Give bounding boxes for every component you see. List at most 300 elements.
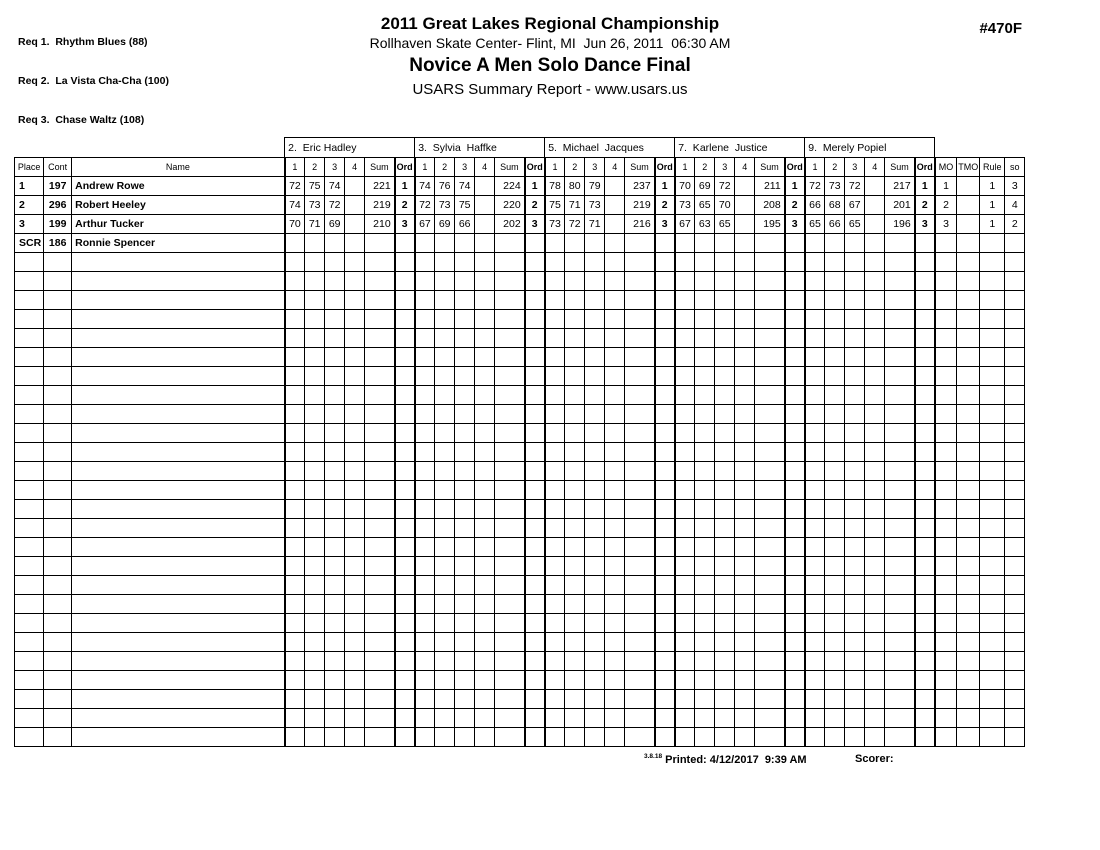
cont-cell: [44, 462, 72, 481]
score-cell: [545, 709, 565, 728]
score-cell: [345, 538, 365, 557]
score-cell: [585, 291, 605, 310]
ord-cell: [915, 709, 935, 728]
score-cell: [735, 310, 755, 329]
sum-cell: [365, 709, 395, 728]
ord-cell: [655, 671, 675, 690]
score-cell: [715, 709, 735, 728]
empty-row: [15, 709, 1025, 728]
result-row: [15, 234, 1025, 253]
score-cell: [305, 367, 325, 386]
sum-cell: [755, 576, 785, 595]
empty-row: [15, 253, 1025, 272]
mo-cell: [935, 595, 957, 614]
score-cell: [675, 443, 695, 462]
mo-cell: [935, 272, 957, 291]
score-cell: [585, 709, 605, 728]
sum-cell: [495, 424, 525, 443]
score-cell: [545, 576, 565, 595]
cont-cell: [44, 481, 72, 500]
ord-cell: [785, 614, 805, 633]
name-cell: [72, 595, 285, 614]
score-cell: [825, 538, 845, 557]
score-cell: 72: [325, 196, 345, 215]
score-cell: [345, 519, 365, 538]
sum-cell: [625, 424, 655, 443]
name-cell: [72, 348, 285, 367]
score-cell: [805, 348, 825, 367]
so-cell: [1005, 595, 1025, 614]
result-row: [15, 196, 1025, 215]
so-cell: [1005, 348, 1025, 367]
ord-cell: [525, 652, 545, 671]
ord-cell: [655, 443, 675, 462]
score-cell: [735, 367, 755, 386]
sum-cell: 210: [365, 215, 395, 234]
score-cell: [845, 614, 865, 633]
ord-cell: [525, 291, 545, 310]
score-cell: [585, 234, 605, 253]
score-cell: [415, 310, 435, 329]
col-header-1: 1: [415, 158, 435, 177]
rule-cell: [980, 253, 1005, 272]
cont-cell: 197: [44, 177, 72, 196]
score-cell: [605, 576, 625, 595]
cont-cell: [44, 291, 72, 310]
cont-cell: [44, 443, 72, 462]
sum-cell: [755, 405, 785, 424]
name-cell: [72, 690, 285, 709]
col-header-ord: Ord: [525, 158, 545, 177]
ord-cell: [525, 462, 545, 481]
score-cell: [565, 576, 585, 595]
sum-cell: [365, 595, 395, 614]
score-cell: [545, 690, 565, 709]
ord-cell: [395, 690, 415, 709]
score-cell: 69: [325, 215, 345, 234]
score-cell: 66: [455, 215, 475, 234]
score-cell: [675, 614, 695, 633]
score-cell: [475, 348, 495, 367]
tmo-cell: [957, 709, 980, 728]
ord-cell: [915, 519, 935, 538]
score-cell: 79: [585, 177, 605, 196]
score-cell: [715, 595, 735, 614]
sum-cell: [365, 291, 395, 310]
score-cell: [735, 177, 755, 196]
ord-cell: [395, 348, 415, 367]
rule-cell: [980, 310, 1005, 329]
ord-cell: [525, 234, 545, 253]
ord-cell: [785, 519, 805, 538]
score-cell: [695, 614, 715, 633]
ord-cell: [785, 576, 805, 595]
sum-cell: [625, 595, 655, 614]
ord-cell: [655, 424, 675, 443]
score-cell: [545, 481, 565, 500]
sum-cell: 220: [495, 196, 525, 215]
ord-cell: [785, 443, 805, 462]
score-cell: [565, 652, 585, 671]
name-cell: [72, 728, 285, 747]
sum-cell: [885, 728, 915, 747]
place-cell: [15, 538, 44, 557]
score-cell: [675, 690, 695, 709]
col-header-4: 4: [865, 158, 885, 177]
score-cell: [455, 671, 475, 690]
score-cell: [585, 462, 605, 481]
score-cell: [585, 310, 605, 329]
mo-cell: [935, 348, 957, 367]
score-cell: [325, 234, 345, 253]
sum-cell: [755, 367, 785, 386]
score-cell: [455, 462, 475, 481]
score-cell: [695, 253, 715, 272]
empty-row: [15, 576, 1025, 595]
ord-cell: 2: [655, 196, 675, 215]
cont-cell: [44, 652, 72, 671]
sum-cell: [885, 576, 915, 595]
sum-cell: [755, 443, 785, 462]
ord-cell: 1: [655, 177, 675, 196]
score-cell: 70: [715, 196, 735, 215]
sum-cell: [755, 348, 785, 367]
score-cell: [325, 310, 345, 329]
sum-cell: 208: [755, 196, 785, 215]
sum-cell: [885, 519, 915, 538]
name-cell: [72, 291, 285, 310]
score-cell: [695, 272, 715, 291]
col-header-sum: Sum: [625, 158, 655, 177]
sum-cell: [365, 557, 395, 576]
empty-row: [15, 310, 1025, 329]
empty-row: [15, 633, 1025, 652]
mo-cell: [935, 519, 957, 538]
cont-cell: 199: [44, 215, 72, 234]
score-cell: [415, 443, 435, 462]
sum-cell: [495, 709, 525, 728]
score-cell: [735, 728, 755, 747]
col-header-place: Place: [15, 158, 44, 177]
col-header-4: 4: [345, 158, 365, 177]
score-cell: [605, 253, 625, 272]
column-header-row: [15, 158, 1025, 177]
score-cell: [565, 272, 585, 291]
cont-cell: [44, 405, 72, 424]
score-cell: 67: [675, 215, 695, 234]
score-cell: [675, 386, 695, 405]
ord-cell: [785, 709, 805, 728]
score-cell: [605, 196, 625, 215]
mo-cell: [935, 253, 957, 272]
score-cell: [735, 196, 755, 215]
score-cell: [715, 652, 735, 671]
score-cell: [305, 690, 325, 709]
so-cell: 4: [1005, 196, 1025, 215]
mo-cell: [935, 557, 957, 576]
score-cell: [805, 671, 825, 690]
score-cell: [845, 633, 865, 652]
score-cell: [825, 291, 845, 310]
sum-cell: [755, 462, 785, 481]
score-cell: [695, 728, 715, 747]
ord-cell: 3: [395, 215, 415, 234]
score-cell: [415, 367, 435, 386]
report-footer: [0, 753, 1100, 769]
ord-cell: [525, 709, 545, 728]
score-cell: [695, 633, 715, 652]
ord-cell: [525, 367, 545, 386]
score-cell: 76: [435, 177, 455, 196]
score-cell: [325, 386, 345, 405]
score-cell: [435, 519, 455, 538]
score-cell: [345, 234, 365, 253]
ord-cell: 3: [915, 215, 935, 234]
ord-cell: [915, 728, 935, 747]
score-cell: [565, 519, 585, 538]
score-cell: [545, 234, 565, 253]
sum-cell: [625, 291, 655, 310]
place-cell: [15, 424, 44, 443]
judge-row-spacer-left: [15, 138, 285, 158]
score-cell: [605, 310, 625, 329]
requirement-2: Req 2. La Vista Cha-Cha (100): [18, 75, 169, 87]
empty-row: [15, 519, 1025, 538]
score-cell: [735, 443, 755, 462]
mo-cell: [935, 481, 957, 500]
sum-cell: [885, 405, 915, 424]
score-cell: [865, 291, 885, 310]
score-cell: [825, 709, 845, 728]
score-cell: [325, 405, 345, 424]
event-number: #470F: [979, 20, 1022, 37]
score-cell: [585, 481, 605, 500]
score-cell: [605, 443, 625, 462]
score-cell: [865, 462, 885, 481]
sum-cell: [885, 462, 915, 481]
sum-cell: [885, 481, 915, 500]
score-cell: [865, 709, 885, 728]
ord-cell: [785, 329, 805, 348]
score-cell: [545, 538, 565, 557]
score-cell: [345, 595, 365, 614]
score-cell: [345, 557, 365, 576]
score-cell: [285, 481, 305, 500]
tmo-cell: [957, 196, 980, 215]
score-cell: [415, 234, 435, 253]
score-cell: [805, 443, 825, 462]
ord-cell: [525, 728, 545, 747]
score-cell: [475, 196, 495, 215]
score-cell: [435, 367, 455, 386]
score-cell: [475, 614, 495, 633]
sum-cell: [755, 709, 785, 728]
score-cell: [435, 538, 455, 557]
score-cell: [305, 595, 325, 614]
ord-cell: [395, 576, 415, 595]
score-cell: [735, 462, 755, 481]
sum-cell: [755, 519, 785, 538]
score-cell: [305, 633, 325, 652]
score-cell: [865, 576, 885, 595]
score-cell: [805, 709, 825, 728]
printed-value: 4/12/2017 9:39 AM: [709, 754, 807, 766]
sum-cell: [755, 291, 785, 310]
col-header-so: so: [1005, 158, 1025, 177]
score-cell: 74: [455, 177, 475, 196]
score-cell: [285, 728, 305, 747]
place-cell: [15, 348, 44, 367]
score-cell: [305, 519, 325, 538]
score-cell: [735, 500, 755, 519]
cont-cell: [44, 329, 72, 348]
judge-name-2: 3. Sylvia Haffke: [415, 138, 545, 158]
ord-cell: [655, 614, 675, 633]
championship-title: 2011 Great Lakes Regional Championship: [380, 14, 720, 33]
score-cell: [845, 709, 865, 728]
so-cell: 3: [1005, 177, 1025, 196]
score-cell: [675, 519, 695, 538]
score-cell: [475, 310, 495, 329]
sum-cell: [495, 291, 525, 310]
score-cell: [415, 481, 435, 500]
score-cell: [565, 595, 585, 614]
score-cell: [585, 614, 605, 633]
sum-cell: [755, 481, 785, 500]
ord-cell: [785, 253, 805, 272]
mo-cell: [935, 329, 957, 348]
name-cell: [72, 253, 285, 272]
score-cell: [605, 424, 625, 443]
score-cell: [475, 462, 495, 481]
ord-cell: [395, 633, 415, 652]
col-header-tmo: TMO: [957, 158, 980, 177]
empty-row: [15, 405, 1025, 424]
score-cell: [475, 177, 495, 196]
score-cell: [545, 424, 565, 443]
sum-cell: [495, 576, 525, 595]
score-cell: [545, 557, 565, 576]
score-cell: [865, 481, 885, 500]
ord-cell: [525, 253, 545, 272]
cont-cell: [44, 367, 72, 386]
rule-cell: [980, 614, 1005, 633]
ord-cell: [915, 576, 935, 595]
score-cell: [825, 671, 845, 690]
so-cell: [1005, 728, 1025, 747]
score-cell: [435, 728, 455, 747]
score-cell: [825, 272, 845, 291]
score-cell: [285, 291, 305, 310]
score-cell: [545, 348, 565, 367]
name-cell: [72, 633, 285, 652]
name-cell: [72, 405, 285, 424]
score-cell: [345, 652, 365, 671]
col-header-sum: Sum: [495, 158, 525, 177]
score-cell: [695, 500, 715, 519]
place-cell: [15, 500, 44, 519]
score-cell: [345, 291, 365, 310]
score-cell: [825, 405, 845, 424]
sum-cell: [885, 367, 915, 386]
score-cell: [825, 481, 845, 500]
mo-cell: 2: [935, 196, 957, 215]
ord-cell: [395, 291, 415, 310]
score-cell: [545, 462, 565, 481]
sum-cell: [365, 329, 395, 348]
score-cell: [675, 652, 695, 671]
score-cell: [345, 405, 365, 424]
col-header-name: Name: [72, 158, 285, 177]
score-cell: [845, 728, 865, 747]
score-cell: [415, 291, 435, 310]
col-header-3: 3: [585, 158, 605, 177]
sum-cell: [885, 652, 915, 671]
score-cell: [605, 367, 625, 386]
score-cell: [345, 481, 365, 500]
score-cell: [455, 234, 475, 253]
score-cell: [545, 310, 565, 329]
score-cell: [675, 367, 695, 386]
col-header-ord: Ord: [915, 158, 935, 177]
score-cell: [325, 614, 345, 633]
col-header-sum: Sum: [755, 158, 785, 177]
tmo-cell: [957, 595, 980, 614]
score-cell: [605, 709, 625, 728]
score-cell: [695, 424, 715, 443]
sum-cell: [495, 462, 525, 481]
score-cell: 74: [415, 177, 435, 196]
score-cell: [865, 633, 885, 652]
score-cell: [475, 500, 495, 519]
sum-cell: [365, 671, 395, 690]
score-cell: [565, 633, 585, 652]
score-cell: [715, 728, 735, 747]
name-cell: Ronnie Spencer: [72, 234, 285, 253]
score-cell: [565, 405, 585, 424]
ord-cell: [915, 424, 935, 443]
score-cell: [545, 633, 565, 652]
ord-cell: [525, 519, 545, 538]
score-cell: [435, 481, 455, 500]
score-cell: [435, 424, 455, 443]
ord-cell: [525, 671, 545, 690]
ord-cell: [915, 310, 935, 329]
rule-cell: [980, 633, 1005, 652]
empty-row: [15, 367, 1025, 386]
name-cell: [72, 443, 285, 462]
ord-cell: [395, 519, 415, 538]
score-cell: [735, 291, 755, 310]
sum-cell: [365, 272, 395, 291]
score-cell: [305, 709, 325, 728]
ord-cell: [785, 367, 805, 386]
col-header-ord: Ord: [395, 158, 415, 177]
score-cell: [605, 595, 625, 614]
sum-cell: [365, 519, 395, 538]
so-cell: [1005, 614, 1025, 633]
so-cell: [1005, 576, 1025, 595]
so-cell: [1005, 367, 1025, 386]
score-cell: [285, 405, 305, 424]
ord-cell: [785, 386, 805, 405]
ord-cell: [915, 462, 935, 481]
score-cell: [585, 538, 605, 557]
score-cell: [865, 671, 885, 690]
score-cell: [475, 633, 495, 652]
score-cell: [475, 652, 495, 671]
sum-cell: [885, 424, 915, 443]
